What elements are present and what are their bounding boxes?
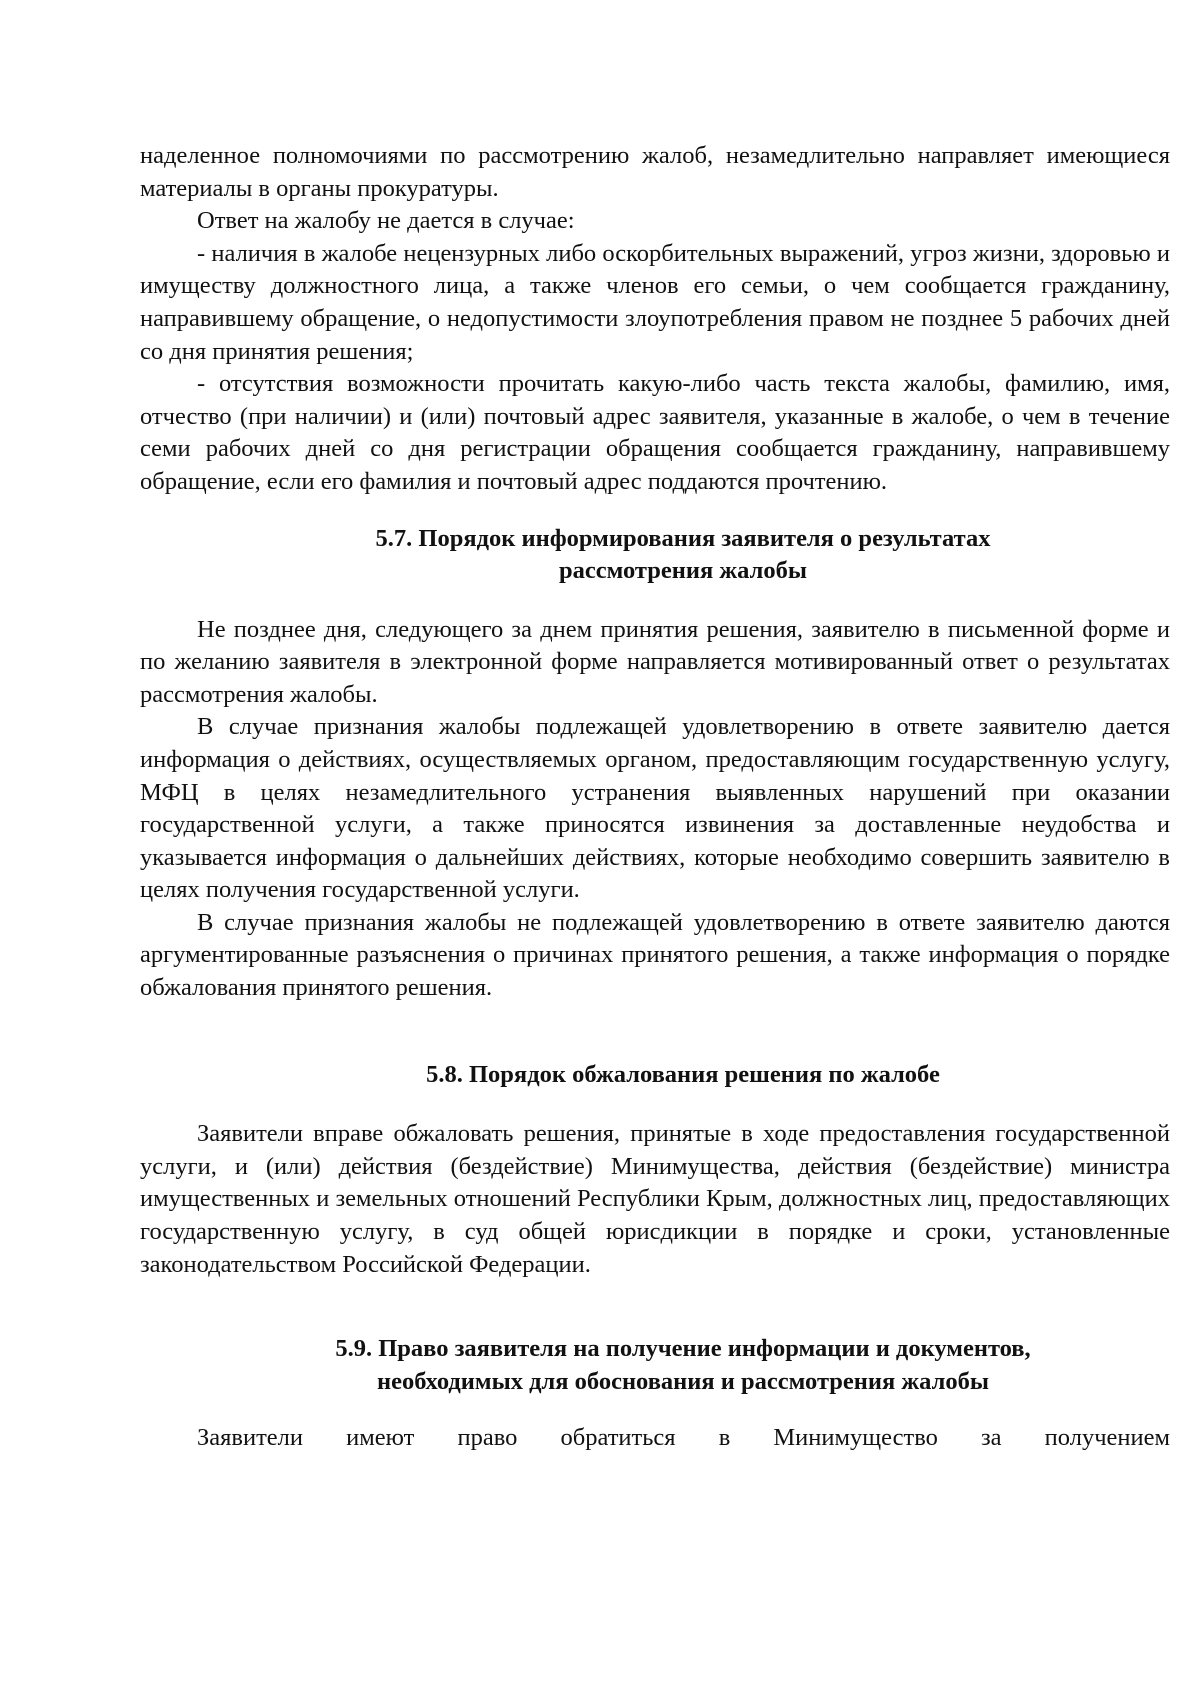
section-heading-line: 5.7. Порядок информирования заявителя о результатах [375, 524, 991, 552]
body-paragraph: Заявители вправе обжаловать решения, принятые в ходе предоставления государственной услуги, и (или) действия (бездействие) Минимущества, действия (бездействие) министра имущественных и земельных отношений Республики Крым, должностных лиц, предоставляющих государственную услугу, в суд общей юрисдикции в порядке и сроки, установленные законодательством Российской Федерации. [140, 1120, 1170, 1278]
section-heading-line: необходимых для обоснования и рассмотрения жалобы [377, 1367, 989, 1395]
document-page [140, 140, 1170, 1455]
section-heading-line: 5.8. Порядок обжалования решения по жалобе [426, 1060, 940, 1088]
section-heading-line: 5.9. Право заявителя на получение информации и документов, [335, 1335, 1031, 1363]
body-paragraph: Не позднее дня, следующего за днем принятия решения, заявителю в письменной форме и по желанию заявителя в электронной форме направляется мотивированный ответ о результатах рассмотрения жалобы. [140, 615, 1170, 708]
section-heading [140, 1059, 1170, 1092]
body-paragraph: Ответ на жалобу не дается в случае: [197, 207, 575, 235]
section-heading [140, 1333, 1170, 1398]
body-paragraph: В случае признания жалобы не подлежащей удовлетворению в ответе заявителю даются аргументированные разъяснения о причинах принятого решения, а также информация о порядке обжалования принятого решения. [140, 908, 1170, 1002]
list-paragraph: - наличия в жалобе нецензурных либо оскорбительных выражений, угроз жизни, здоровью и имуществу должностного лица, а также членов его семьи, о чем сообщается гражданину, направившему обращение, о недопустимости злоупотребления правом не позднее 5 рабочих дней со дня принятия решения; [140, 239, 1170, 365]
section-heading [140, 523, 1170, 588]
body-paragraph: Заявители имеют право обратиться в Минимущество за получением [197, 1424, 1170, 1452]
list-paragraph: - отсутствия возможности прочитать какую-либо часть текста жалобы, фамилию, имя, отчество (при наличии) и (или) почтовый адрес заявителя, указанные в жалобе, о чем в течение семи рабочих дней со дня регистрации обращения сообщается гражданину, направившему обращение, если его фамилия и почтовый адрес поддаются прочтению. [140, 370, 1170, 495]
body-paragraph: наделенное полномочиями по рассмотрению жалоб, незамедлительно направляет имеющиеся материалы в органы прокуратуры. [140, 142, 1170, 202]
body-paragraph: В случае признания жалобы подлежащей удовлетворению в ответе заявителю дается информация о действиях, осуществляемых органом, предоставляющим государственную услугу, МФЦ в целях незамедлительного устранения выявленных нарушений при оказании государственной услуги, а также приносятся извинения за доставленные неудобства и указывается информация о дальнейших действиях, которые необходимо совершить заявителю в целях получения государственной услуги. [140, 713, 1170, 904]
section-heading-line: рассмотрения жалобы [559, 557, 807, 585]
